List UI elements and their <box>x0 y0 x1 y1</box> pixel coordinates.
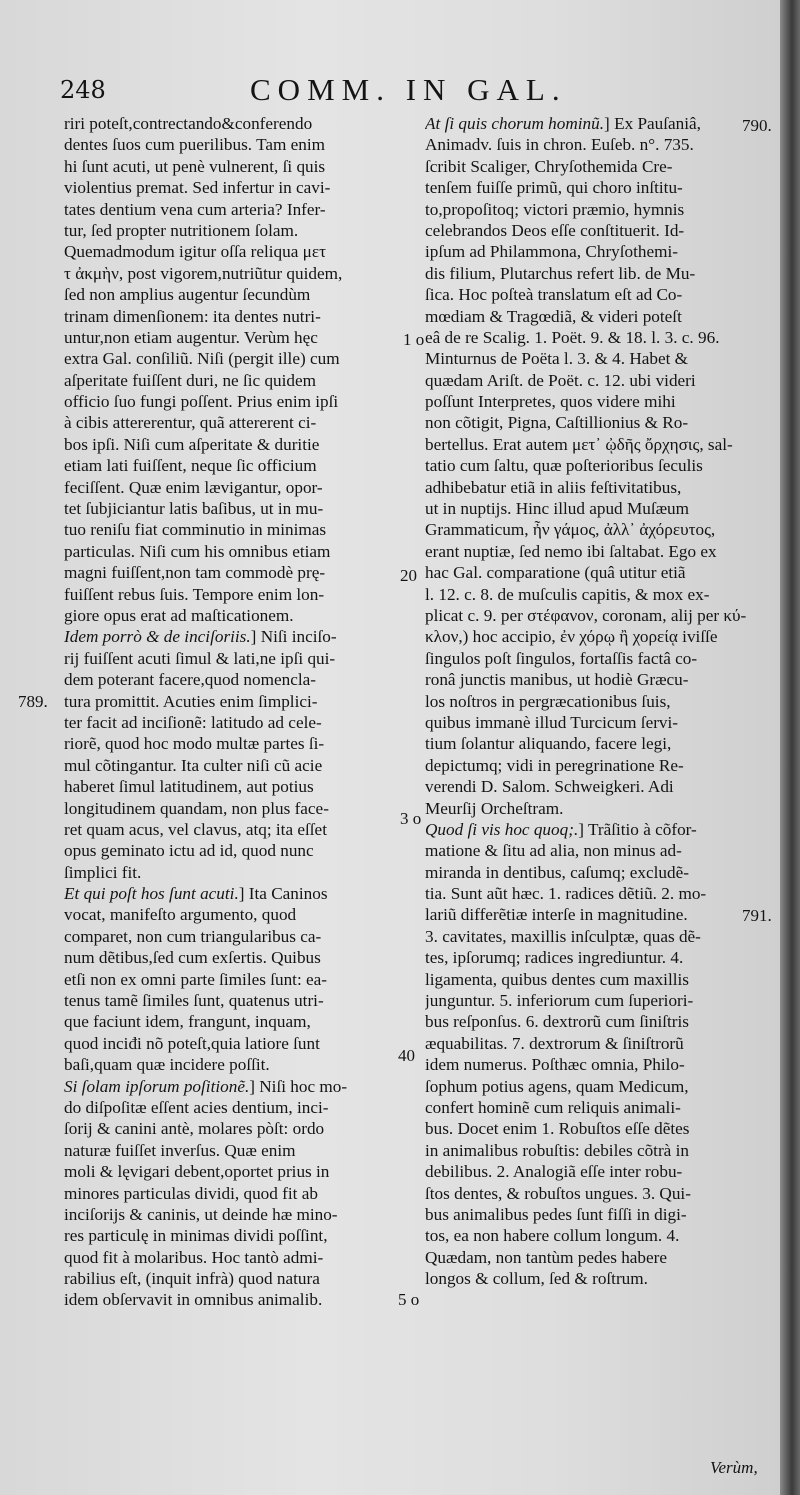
line-text: in animalibus robuſtis: debiles cõtrà in <box>425 1140 689 1160</box>
line-text: tates dentium vena cum arteria? Infer- <box>64 199 326 219</box>
line-text: matione & ſitu ad alia, non minus ad- <box>425 841 682 861</box>
right-column-line <box>425 1204 771 1225</box>
left-column-line <box>64 605 410 626</box>
line-text: moli & lęvigari debent,oportet prius in <box>64 1162 330 1182</box>
line-text: que faciunt idem, frangunt, inquam, <box>64 1012 311 1032</box>
right-column-line <box>425 1097 771 1118</box>
line-text: ſica. Hoc poſteà translatum eſt ad Co- <box>425 285 683 305</box>
right-column-line <box>425 134 771 155</box>
right-column-line <box>425 712 771 733</box>
right-column-line <box>425 947 771 968</box>
left-column-line <box>64 1140 410 1161</box>
line-text: longos & collum, ſed & roſtrum. <box>425 1269 648 1289</box>
line-text: ſimplici fit. <box>64 862 142 882</box>
margin-note-791: 791. <box>742 906 772 925</box>
right-column-line <box>425 562 771 583</box>
left-column-line <box>64 113 410 134</box>
line-text: dis filium, Plutarchus refert lib. de Mu- <box>425 263 696 283</box>
right-column-line <box>425 776 771 797</box>
line-text: aſperitate fuiſſent duri, ne ſic quidem <box>64 370 316 390</box>
lemma: Idem porrò & de inciſoriis. <box>64 627 251 647</box>
right-column-line <box>425 798 771 819</box>
left-column-line <box>64 1247 410 1268</box>
line-text: riri poteſt,contrectando&conferendo <box>64 114 313 133</box>
right-column-line <box>425 284 771 305</box>
left-column-line <box>64 348 410 369</box>
right-column-line <box>425 904 771 925</box>
right-column-line <box>425 541 771 562</box>
left-column-line <box>64 1289 410 1310</box>
line-text: junguntur. 5. inferiorum cum ſuperiori- <box>425 991 694 1011</box>
line-text: idem numerus. Poſthæc omnia, Philo- <box>425 1055 685 1075</box>
line-text: haberet ſimul latitudinem, aut potius <box>64 777 314 797</box>
margin-note-790: 790. <box>742 116 772 135</box>
line-text: mul cõtingantur. Ita culter niſi cũ acie <box>64 755 323 775</box>
right-column-line <box>425 199 771 220</box>
left-column-line <box>64 1118 410 1139</box>
line-text: res particulę in minimas dividi poſſint, <box>64 1226 328 1246</box>
left-column-line <box>64 1161 410 1182</box>
line-text: feciſſent. Quæ enim lævigantur, opor- <box>64 477 323 497</box>
right-column-line <box>425 220 771 241</box>
right-column-line <box>425 862 771 883</box>
line-text: hac Gal. comparatione (quâ utitur etiã <box>425 563 686 583</box>
line-number-30: 3 o <box>400 809 422 828</box>
right-column-line <box>425 241 771 262</box>
line-text: non cõtigit, Pigna, Caſtillionius & Ro- <box>425 413 689 433</box>
right-column-line <box>425 327 771 348</box>
line-text: ut in nuptijs. Hinc illud apud Muſæum <box>425 499 690 519</box>
line-text: ſed non amplius augentur ſecundùm <box>64 285 311 305</box>
left-column-line <box>64 840 410 861</box>
right-column-line <box>425 883 771 904</box>
right-column-line <box>425 177 771 198</box>
line-text: tatio cum ſaltu, quæ poſterioribus ſeculis <box>425 456 703 476</box>
right-column-line <box>425 412 771 433</box>
left-column-line <box>64 477 410 498</box>
left-column-line <box>64 990 410 1011</box>
right-column-line <box>425 391 771 412</box>
left-column-line <box>64 755 410 776</box>
line-text: Quemadmodum igitur oſſa reliqua μετ <box>64 242 327 262</box>
line-text: quod inciđi nõ poteſt,quia latiore ſunt <box>64 1033 320 1053</box>
lemma: Si ſolam ipſorum poſitionẽ. <box>64 1076 250 1096</box>
line-text: rij fuiſſent acuti ſimul & lati,ne ipſi qui- <box>64 648 336 668</box>
line-text: num dẽtibus,ſed cum exſertis. Quibus <box>64 948 321 968</box>
left-column-line <box>64 498 410 519</box>
line-text: rabilius eſt, (inquit infrà) quod natura <box>64 1269 320 1289</box>
line-text: opus geminato ictu ad id, quod nunc <box>64 841 314 861</box>
line-text: tura promittit. Acuties enim ſimplici- <box>64 691 318 711</box>
line-text: magni fuiſſent,non tam commodè prę- <box>64 563 326 583</box>
line-text: dem poterant facere,quod nomencla- <box>64 670 316 690</box>
line-text: tia. Sunt aũt hæc. 1. radices dẽtiũ. 2. mo- <box>425 884 707 904</box>
line-text: Animadv. ſuis in chron. Euſeb. n°. 735. <box>425 135 694 155</box>
right-column-line <box>425 477 771 498</box>
line-text: bus reſponſus. 6. dextrorũ cum ſiniſtris <box>425 1012 689 1032</box>
left-column-line <box>64 904 410 925</box>
line-text: tium ſolantur aliquando, facere legi, <box>425 734 672 754</box>
left-column-line <box>64 306 410 327</box>
right-column <box>425 113 771 1289</box>
left-column-line <box>64 412 410 433</box>
left-column-line <box>64 1183 410 1204</box>
right-column-line <box>425 648 771 669</box>
right-column-line <box>425 755 771 776</box>
left-column-line <box>64 1033 410 1054</box>
left-column-line <box>64 1268 410 1289</box>
right-column-line <box>425 156 771 177</box>
line-text: tuo reniſu fiat comminutio in minimas <box>64 520 327 540</box>
left-column-line <box>64 1225 410 1246</box>
left-column-line <box>64 712 410 733</box>
left-column-line <box>64 1204 410 1225</box>
line-text: tet ſubjiciantur latis baſibus, ut in mu- <box>64 499 324 519</box>
line-text: ] Ex Pauſaniâ, <box>604 114 701 133</box>
left-column-line <box>64 1054 410 1075</box>
line-text: mœdiam & Tragœdiã, & videri poteſt <box>425 306 682 326</box>
line-number-40: 40 <box>398 1046 415 1065</box>
left-column-line <box>64 691 410 712</box>
line-number-10: 1 o <box>403 330 425 349</box>
left-column-line <box>64 562 410 583</box>
right-column-line <box>425 1076 771 1097</box>
line-text: ligamenta, quibus dentes cum maxillis <box>425 969 689 989</box>
left-column <box>64 113 410 1311</box>
margin-note-789: 789. <box>18 692 48 711</box>
line-text: verendi D. Salom. Schweigkeri. Adi <box>425 777 674 797</box>
line-text: violentius premat. Sed infertur in cavi- <box>64 178 331 198</box>
line-text: debilibus. 2. Analogiã eſſe inter robu- <box>425 1162 683 1182</box>
left-column-line <box>64 177 410 198</box>
line-text: ] Niſi inciſo- <box>250 627 337 647</box>
right-column-line <box>425 626 771 647</box>
left-column-line <box>64 220 410 241</box>
right-column-line <box>425 926 771 947</box>
right-column-line <box>425 1183 771 1204</box>
left-column-line <box>64 969 410 990</box>
line-text: tur, ſed propter nutritionem ſolam. <box>64 220 299 240</box>
left-column-line <box>64 391 410 412</box>
line-text: erant nuptiæ, ſed nemo ibi ſaltabat. Ego ex <box>425 541 717 561</box>
line-text: minores particulas dividi, quod fit ab <box>64 1183 318 1203</box>
page-edge <box>780 0 800 1495</box>
left-column-line <box>64 455 410 476</box>
line-text: Meurſij Orcheſtram. <box>425 798 564 818</box>
line-text: confert hominẽ cum reliquis animali- <box>425 1097 681 1117</box>
left-column-line <box>64 862 410 883</box>
left-column-line <box>64 776 410 797</box>
line-text: particulas. Niſi cum his omnibus etiam <box>64 541 331 561</box>
line-text: ] Trãſitio à cõfor- <box>578 819 697 839</box>
right-column-line <box>425 1247 771 1268</box>
line-text: τ ἀκμὴν, post vigorem,nutriũtur quidem, <box>64 263 343 283</box>
line-text: riorẽ, quod hoc modo multæ partes ſi- <box>64 734 325 754</box>
page-header <box>0 72 780 112</box>
right-column-line <box>425 434 771 455</box>
line-text: dentes ſuos cum puerilibus. Tam enim <box>64 135 326 155</box>
line-text: vocat, manifeſto argumento, quod <box>64 905 297 925</box>
right-column-line <box>425 840 771 861</box>
left-column-line <box>64 434 410 455</box>
line-text: longitudinem quandam, non plus face- <box>64 798 329 818</box>
lemma: Quod ſi vis hoc quoq;. <box>425 819 579 839</box>
left-column-line <box>64 883 410 904</box>
right-column-line <box>425 306 771 327</box>
right-column-line <box>425 370 771 391</box>
line-text: ] Ita Caninos <box>238 884 328 904</box>
right-column-line <box>425 1118 771 1139</box>
left-column-line <box>64 241 410 262</box>
line-text: idem obſervavit in omnibus animalib. <box>64 1290 323 1310</box>
line-text: miranda in dentibus, caſumq; excludẽ- <box>425 862 689 882</box>
line-text: æquabilitas. 7. dextrorum & ſiniſtrorũ <box>425 1033 684 1053</box>
left-column-line <box>64 733 410 754</box>
line-text: etiam lati fuiſſent, neque ſic officium <box>64 456 317 476</box>
right-column-line <box>425 113 771 134</box>
right-column-line <box>425 519 771 540</box>
right-column-line <box>425 691 771 712</box>
line-text: baſi,quam quæ incidere poſſit. <box>64 1055 270 1075</box>
line-text: ret quam acus, vel clavus, atq; ita eſſet <box>64 819 327 839</box>
right-column-line <box>425 605 771 626</box>
line-text: untur,non etiam augentur. Verùm hęc <box>64 327 318 347</box>
left-column-line <box>64 584 410 605</box>
line-text: bos ipſi. Niſi cum aſperitate & duritie <box>64 434 320 454</box>
left-column-line <box>64 134 410 155</box>
line-number-50: 5 o <box>398 1290 420 1309</box>
lemma: Et qui poſt hos ſunt acuti. <box>64 884 239 904</box>
right-column-line <box>425 455 771 476</box>
line-text: ronâ junctis manibus, ut hodiè Græcu- <box>425 670 689 690</box>
line-text: comparet, non cum triangularibus ca- <box>64 926 322 946</box>
line-text: ipſum ad Philammona, Chryſothemi- <box>425 242 679 262</box>
left-column-line <box>64 1011 410 1032</box>
left-column-line <box>64 798 410 819</box>
right-column-line <box>425 348 771 369</box>
left-column-line <box>64 263 410 284</box>
left-column-line <box>64 947 410 968</box>
right-column-line <box>425 498 771 519</box>
line-text: inciſorijs & caninis, ut deinde hæ mino- <box>64 1204 338 1224</box>
left-column-line <box>64 1097 410 1118</box>
line-text: quibus immanè illud Turcicum ſervi- <box>425 712 679 732</box>
line-text: quædam Ariſt. de Poët. c. 12. ubi videri <box>425 370 696 390</box>
right-column-line <box>425 1054 771 1075</box>
line-text: Grammaticum, ἦν γάμος, ἀλλ᾽ ἀχόρευτος, <box>425 520 716 540</box>
line-text: ſcribit Scaliger, Chryſothemida Cre- <box>425 156 673 176</box>
left-column-line <box>64 156 410 177</box>
line-text: extra Gal. conſiliũ. Niſi (pergit ille) cum <box>64 349 340 369</box>
page-number: 248 <box>60 76 106 104</box>
left-column-line <box>64 819 410 840</box>
left-column-line <box>64 648 410 669</box>
right-column-line <box>425 1140 771 1161</box>
left-column-line <box>64 370 410 391</box>
right-column-line <box>425 1033 771 1054</box>
right-column-line <box>425 969 771 990</box>
line-text: bus animalibus pedes ſunt fiſſi in digi- <box>425 1204 687 1224</box>
line-text: hi ſunt acuti, ut penè vulnerent, ſi quis <box>64 156 326 176</box>
line-text: ſophum potius agens, quam Medicum, <box>425 1076 689 1096</box>
line-text: celebrandos Deos eſſe conſtituerit. Id- <box>425 220 685 240</box>
line-number-20: 20 <box>400 566 417 585</box>
line-text: tes, ipſorumq; radices ingrediuntur. 4. <box>425 948 684 968</box>
left-column-line <box>64 519 410 540</box>
running-head: COMM. IN GAL. <box>250 72 567 107</box>
right-column-line <box>425 669 771 690</box>
line-text: giore opus erat ad maſticationem. <box>64 605 294 625</box>
line-text: Minturnus de Poëta l. 3. & 4. Habet & <box>425 349 689 369</box>
line-text: tos, ea non habere collum longum. 4. <box>425 1226 680 1246</box>
lemma: At ſi quis chorum hominũ. <box>425 114 605 133</box>
line-text: to,propoſitoq; victori præmio, hymnis <box>425 199 685 219</box>
line-text: los noſtros in pergræcationibus ſuis, <box>425 691 671 711</box>
line-text: officio ſuo fungi poſſent. Prius enim ipſi <box>64 392 339 412</box>
left-column-line <box>64 284 410 305</box>
left-column-line <box>64 669 410 690</box>
line-text: ] Niſi hoc mo- <box>249 1076 348 1096</box>
line-text: fuiſſent rebus ſuis. Tempore enim lon- <box>64 584 325 604</box>
line-text: κλον,) hoc accipio, ἐν χόρῳ ἢ χορείᾳ iviſſe <box>425 627 718 647</box>
left-column-line <box>64 926 410 947</box>
left-column-line <box>64 1076 410 1097</box>
right-column-line <box>425 584 771 605</box>
line-text: tenus tamẽ ſimiles ſunt, quatenus utri- <box>64 991 324 1011</box>
line-text: Quædam, non tantùm pedes habere <box>425 1247 667 1267</box>
right-column-line <box>425 819 771 840</box>
line-text: bertellus. Erat autem μετ᾽ ᾠδῆς ὄρχησις, sal- <box>425 434 733 454</box>
line-text: naturæ fuiſſet inverſus. Quæ enim <box>64 1140 296 1160</box>
line-text: à cibis attererentur, quã attererent ci- <box>64 413 317 433</box>
right-column-line <box>425 1011 771 1032</box>
left-column-line <box>64 541 410 562</box>
line-text: poſſunt Interpretes, quos videre mihi <box>425 392 676 412</box>
line-text: trinam dimenſionem: ita dentes nutri- <box>64 306 321 326</box>
right-column-line <box>425 263 771 284</box>
line-text: ſorij & canini antè, molares pòſt: ordo <box>64 1119 325 1139</box>
line-text: ſingulos poſt ſingulos, fortaſſis factâ co- <box>425 648 698 668</box>
left-column-line <box>64 199 410 220</box>
line-text: depictumq; vidi in peregrinatione Re- <box>425 755 684 775</box>
right-column-line <box>425 1268 771 1289</box>
right-column-line <box>425 733 771 754</box>
line-text: quod fit à molaribus. Hoc tantò admi- <box>64 1247 324 1267</box>
left-column-line <box>64 327 410 348</box>
line-text: adhibebatur etiã in aliis feſtivitatibus, <box>425 477 682 497</box>
line-text: do diſpoſitæ eſſent acies dentium, inci- <box>64 1097 329 1117</box>
right-column-line <box>425 1225 771 1246</box>
line-text: tenſem fuiſſe primũ, qui choro inſtitu- <box>425 178 683 198</box>
left-column-line <box>64 626 410 647</box>
right-column-line <box>425 990 771 1011</box>
line-text: lariũ differẽtiæ interſe in magnitudine. <box>425 905 688 925</box>
line-text: eâ de re Scalig. 1. Poët. 9. & 18. l. 3. c. 96. <box>425 327 720 347</box>
catchword: Verùm, <box>710 1458 758 1477</box>
line-text: plicat c. 9. per στέφανον, coronam, alij per κύ- <box>425 605 747 625</box>
line-text: l. 12. c. 8. de muſculis capitis, & mox ex- <box>425 584 710 604</box>
line-text: ſtos dentes, & robuſtos ungues. 3. Qui- <box>425 1183 691 1203</box>
line-text: 3. cavitates, maxillis inſculptæ, quas dẽ- <box>425 926 701 946</box>
line-text: ter facit ad inciſionẽ: latitudo ad cele- <box>64 712 322 732</box>
right-column-line <box>425 1161 771 1182</box>
line-text: bus. Docet enim 1. Robuſtos eſſe dẽtes <box>425 1119 690 1139</box>
line-text: etſi non ex omni parte ſimiles ſunt: ea- <box>64 969 327 989</box>
